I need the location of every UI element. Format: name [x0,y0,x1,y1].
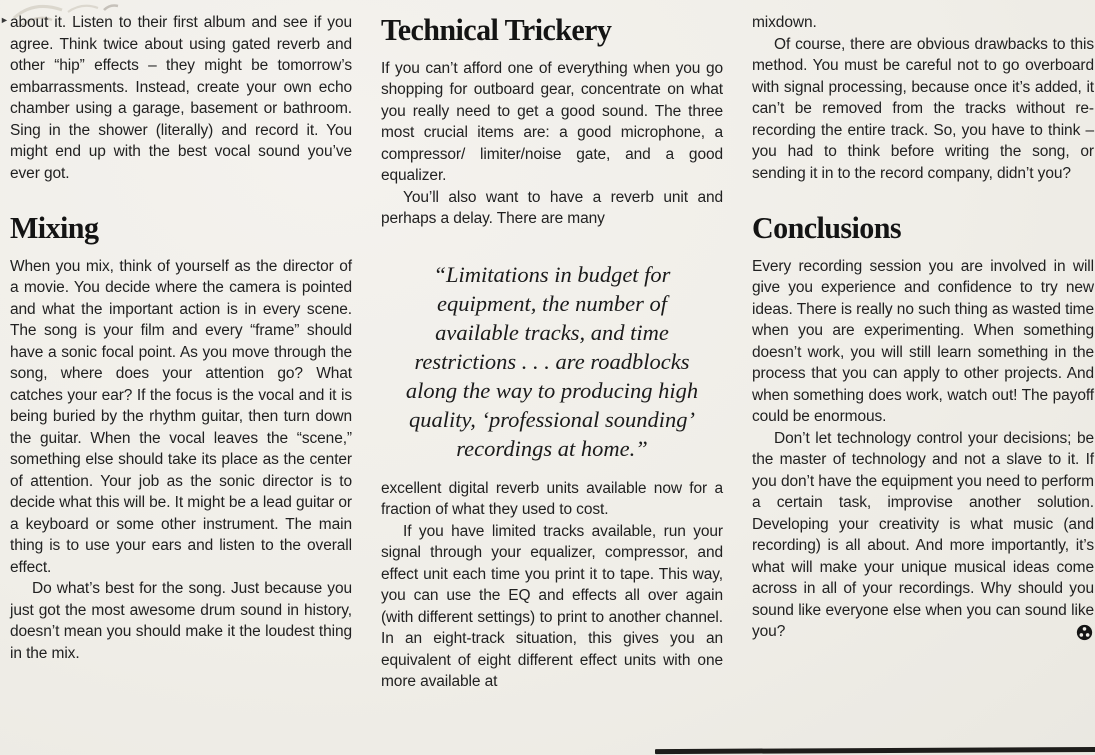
paragraph: Every recording session you are involved in will give you experience and confidence to try new ideas. There is really no such thing as wasted time when you are experimenting. When something doesn’t work, you will still learn something in the process that you can apply to other projects. And when something does work, watch out! The payoff could be enormous. [752,257,1094,426]
end-of-article-reel-icon [1076,624,1093,641]
paragraph-text: Don’t let technology control your decisions; be the master of technology and not a slave to it. If you don’t have the equipment you need to perform a certain task, improvise another solution. Developing your creativity is what music (and recording) is all about. And more importantly, it’s what will make your unique musical ideas come across in all of your recordings. Why should you sound like everyone else when you can sound like you? [752,429,1094,641]
page-bottom-rule [655,747,1095,754]
paragraph: When you mix, think of yourself as the director of a movie. You decide where the camera is pointed and what the important action is in every scene. The song is your film and every “frame” should have a sonic focal point. As you move through the song, where does your attention go? What catches your ear? If the focus is the vocal and it is being buried by the rhythm guitar, then turn down the guitar. When the vocal leaves the “scene,” something else should take its place as the center of attention. Your job as the sonic director is to decide what this will be. It might be a lead guitar or a keyboard or some other instrument. The main thing is to use your ears and listen to the overall effect. [10,257,352,576]
pull-quote: “Limitations in budget for equipment, the number of available tracks, and time restrictions . . . are roadblocks along the way to producing high quality, ‘professional sounding’ recordings at home.” [405,261,699,461]
section-heading-technical-trickery: Technical Trickery [381,12,612,47]
paragraph-final [752,428,1094,643]
paragraph: If you can’t afford one of everything when you go shopping for outboard gear, concentrate on what you really need to get a good sound. The three most crucial items are: a good microphone, a compressor/ limiter/noise gate, and a good equalizer. [381,59,723,185]
column-left [0,12,352,693]
paragraph: Do what’s best for the song. Just because you just got the most awesome drum sound in history, doesn’t mean you should make it the loudest thing in the mix. [10,580,352,662]
section-heading-conclusions: Conclusions [752,210,902,245]
paragraph-text: about it. Listen to their first album and see if you agree. Think twice about using gated reverb and other “hip” effects – they might be tomorrow’s embarrassments. Instead, create your own echo chamber using a garage, basement or bathroom. Sing in the shower (literally) and record it. You might end up with the best vocal sound you’ve ever got. [10,14,352,182]
section-heading-mixing: Mixing [10,210,99,245]
paragraph: You’ll also want to have a reverb unit and perhaps a delay. There are many [381,188,723,228]
paragraph: Of course, there are obvious drawbacks to this method. You must be careful not to go overboard with signal processing, because once it’s added, it can’t be removed from the tracks without re-recording the entire track. So, you have to think – you had to think before writing the song, or sending it in to the record company, didn’t you? [752,35,1094,182]
continuation-arrow-icon: ► [0,15,9,25]
column-right [752,12,1094,693]
paragraph-continued [0,12,352,184]
paragraph-continued: mixdown. [752,14,817,31]
paragraph: If you have limited tracks available, run your signal through your equalizer, compressor, and effect unit each time you print it to tape. This way, you can use the EQ and effects all over again (with different settings) to print to another channel. In an eight-track situation, this gives you an equivalent of eight different effect units with one more available at [381,522,723,691]
column-middle [381,12,723,693]
paragraph: excellent digital reverb units available now for a fraction of what they used to cost. [381,479,723,519]
